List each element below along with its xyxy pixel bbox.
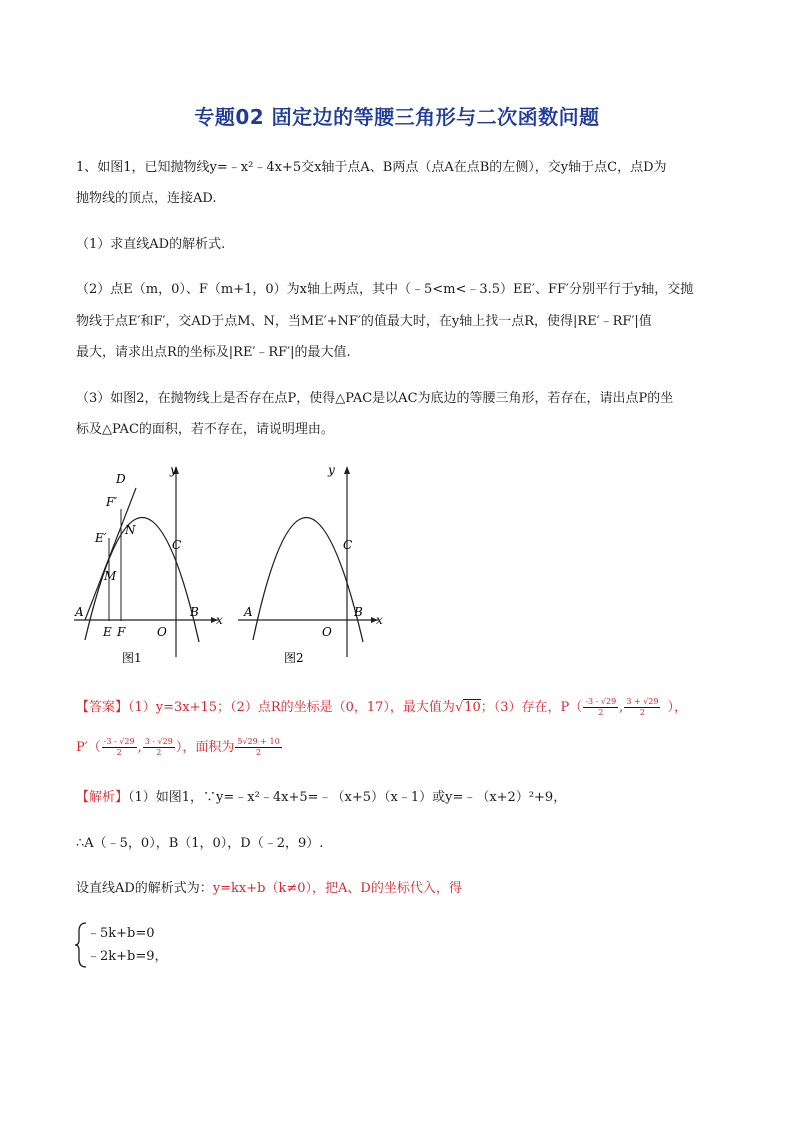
answer-line-2 [76,737,283,758]
figure-2 [238,463,383,665]
answer-tag: 【答案】 [76,700,129,715]
question-3-line-2: 标及△PAC的面积，若不存在，请说明理由。 [76,422,334,437]
analysis-line-3 [76,880,462,898]
pp-y-fraction [143,737,175,758]
fig1-label-A: A [75,605,84,619]
fig1-label-F: F [117,625,126,639]
pp-y-numerator: 3 - √29 [144,737,173,746]
fig1-label-x: x [216,613,223,627]
fig1-caption: 图1 [122,651,142,665]
analysis-line-1 [76,789,566,807]
fig2-label-y: y [328,463,335,477]
equation-2: ﹣2k+b=9 [87,949,155,964]
problem-line-2: 抛物线的顶点，连接AD. [76,191,217,206]
fig1-label-y: y [170,463,177,477]
equation-end: ， [154,949,168,964]
fig1-label-E-prime: E′ [95,531,107,545]
answer-part-3: ；（3）存在，P（ [480,700,583,715]
fig1-label-E: E [103,625,112,639]
p-comma: , [619,700,624,715]
area-text: ），面积为 [175,740,235,755]
fig2-label-C: C [343,538,353,552]
sqrt-symbol: √ [454,700,464,715]
fig2-label-B: B [354,605,363,619]
area-fraction [235,737,281,758]
fig1-label-M: M [104,569,117,583]
answer-part-1: （1）y=3x+15；（2）点R的坐标是（0，17），最大值为 [128,700,455,715]
figure-1 [74,463,223,665]
figures-svg [66,462,406,672]
fig2-y-axis-arrow [344,466,350,474]
fig2-label-A: A [244,605,253,619]
analysis-text-3-red: y=kx+b（k≠0），把A、D的坐标代入，得 [212,881,462,896]
fig1-label-D: D [116,472,126,486]
p-y-denominator: 2 [639,708,645,717]
analysis-tag: 【解析】 [76,790,129,805]
pp-comma: , [137,740,142,755]
fig2-caption: 图2 [284,651,304,665]
pp-x-denominator: 2 [116,748,122,757]
pp-x-fraction [102,737,137,758]
analysis-line-2: ∴A（﹣5，0），B（1，0），D（﹣2，9）. [76,836,324,851]
question-3-line-1: （3）如图2，在抛物线上是否存在点P，使得△PAC是以AC为底边的等腰三角形，若存在，请出点P的坐 [76,391,674,406]
fig2-label-O: O [322,625,332,639]
fig1-label-C: C [172,538,182,552]
fig1-label-B: B [190,605,199,619]
problem-line-1: 1、如图1，已知抛物线y=﹣x²﹣4x+5交x轴于点A、B两点（点A在点B的左侧），交y轴于点C，点D为 [76,160,667,175]
fig2-label-x: x [376,613,383,627]
p-x-fraction [583,697,618,718]
p-x-numerator: -3 - √29 [585,697,617,706]
analysis-text-1: （1）如图1，∵y=﹣x²﹣4x+5=﹣（x+5）（x﹣1）或y=﹣（x+2）²+9， [128,790,567,805]
pp-x-numerator: -3 - √29 [103,737,135,746]
analysis-text-3-black: 设直线AD的解析式为： [76,881,213,896]
fig1-label-F-prime: F′ [106,495,118,509]
p-y-numerator: 3 + √29 [626,697,659,706]
area-denominator: 2 [256,748,262,757]
equation-brace [74,921,88,969]
p-y-fraction [624,697,660,718]
fig1-label-N: N [125,523,136,537]
question-2-line-2: 物线于点E′和F′，交AD于点M、N，当ME′+NF′的值最大时，在y轴上找一点R，使得|RE′﹣RF′|值 [76,314,652,329]
page-title: 专题02 固定边的等腰三角形与二次函数问题 [194,105,600,129]
question-2-line-3: 最大，请求出点R的坐标及|RE′﹣RF′|的最大值. [76,345,351,360]
p-close: ）， [667,700,687,715]
equation-2-row [87,948,168,966]
equation-1: ﹣5k+b=0 [87,926,155,941]
question-1: （1）求直线AD的解析式. [76,237,226,252]
answer-line-1 [76,697,687,718]
question-2-line-1: （2）点E（m，0）、F（m+1，0）为x轴上两点，其中（﹣5<m<﹣3.5）EE′、FF′分别平行于y轴，交抛 [76,282,694,297]
sqrt-10-value: 10 [464,700,481,715]
fig1-label-O: O [157,625,167,639]
pp-label: P′（ [76,740,101,755]
area-numerator: 5√29 + 10 [237,737,280,746]
pp-y-denominator: 2 [156,748,162,757]
p-x-denominator: 2 [598,708,604,717]
